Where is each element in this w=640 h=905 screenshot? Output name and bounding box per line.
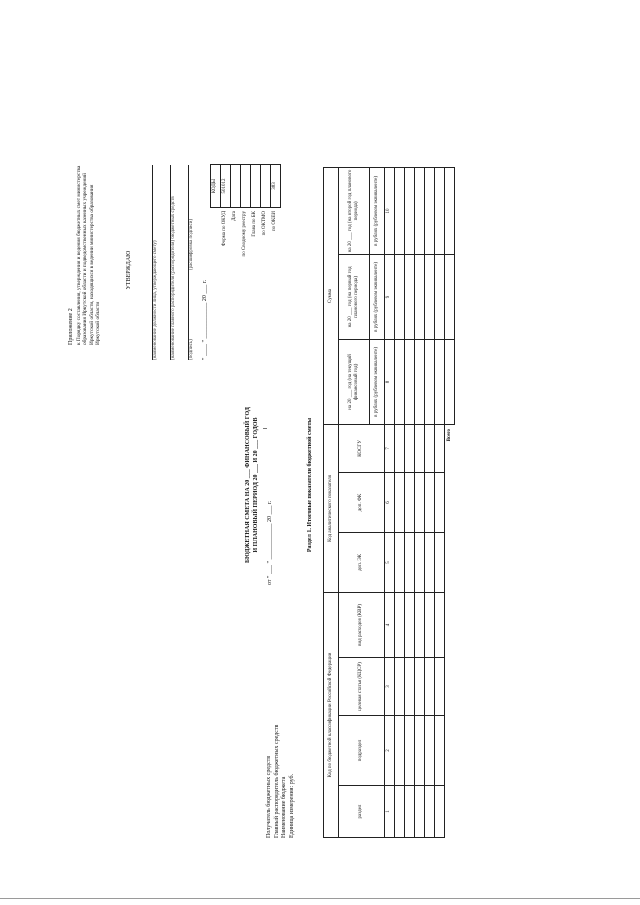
table-col-number: 5 [385, 532, 395, 592]
approve-date: " ____ " ____________ 20 ___ г. [202, 279, 208, 360]
codes-label: по Сводному реестру [242, 211, 248, 257]
rotated-document-sheet [60, 155, 452, 855]
codes-label: Дата [232, 211, 238, 221]
codes-value: 501012 [221, 165, 231, 208]
main-table [323, 167, 455, 838]
table-col-sum1: на 20 ___ год (на текущий финансовый год) [339, 339, 370, 424]
table-group-analytic: Код аналитического показателя [324, 424, 339, 592]
table-unit: в рублях (рублевом эквиваленте) [370, 167, 385, 254]
codes-value [261, 165, 271, 208]
table-group-bk: Код по бюджетной классификации Российской Федерации [324, 592, 339, 837]
table-col-sum3: на 20 ___ год (на второй год планового периода) [339, 167, 370, 254]
table-group-sum: Сумма [324, 167, 339, 424]
approve-caption-org: (наименование главного распорядителя (распорядителя) бюджетных средств [171, 196, 176, 360]
table-col-ek: доп. ЭК [339, 532, 385, 592]
table-unit: в рублях (рублевом эквиваленте) [370, 254, 385, 339]
table-col-number: 10 [385, 167, 395, 254]
approve-title: УТВЕРЖДАЮ [126, 250, 132, 290]
codes-header: КОДЫ [211, 165, 221, 208]
approve-caption-signature: (подпись) [189, 339, 194, 360]
appendix-text: к Порядку составления, утверждения и ведения бюджетных смет министерства образования Иркутской области и подведомственных казенных учреждений Иркутской области, находящихся в ведении министерства образования Иркутской области [75, 165, 102, 345]
codes-value [241, 165, 251, 208]
table-col-number: 7 [385, 424, 395, 472]
table-col-number: 9 [385, 254, 395, 339]
table-col-kvr: вид расходов (КВР) [339, 592, 385, 657]
table-row [435, 167, 445, 837]
table-col-number: 3 [385, 658, 395, 716]
codes-value [231, 165, 241, 208]
table-col-razdel: раздел [339, 786, 385, 838]
table-col-number: 4 [385, 592, 395, 657]
table-row [405, 167, 415, 837]
codes-table [210, 164, 281, 270]
table-col-number: 6 [385, 472, 395, 532]
table-row [425, 167, 435, 837]
recipient-line: Наименование бюджета [281, 776, 287, 838]
table-col-number: 1 [385, 786, 395, 838]
page-bottom-rule [0, 898, 640, 899]
codes-label: Форма по ОКУД [222, 211, 228, 247]
codes-value: 383 [271, 165, 281, 208]
recipient-line: Единица измерения: руб. [288, 773, 295, 838]
table-col-sum2: на 20 ___ год (на первый год планового периода) [339, 254, 370, 339]
document-title-line1: БЮДЖЕТНАЯ СМЕТА НА 20 ___ ФИНАНСОВЫЙ ГОД [245, 407, 251, 563]
table-unit: в рублях (рублевом эквиваленте) [370, 339, 385, 424]
codes-label: по ОКТМО [262, 211, 268, 236]
document-title [245, 365, 260, 605]
table-col-kosgu: КОСГУ [339, 424, 385, 472]
table-col-fk: доп. ФК [339, 472, 385, 532]
approve-caption-position: (наименование должности лица, утверждающего смету) [153, 240, 158, 360]
document-title-line2: И ПЛАНОВЫЙ ПЕРИОД 20 ___ И 20 ___ ГОДОВ [252, 417, 259, 553]
appendix-block [68, 160, 102, 345]
recipients-block [266, 608, 296, 838]
table-total-label: Всего [446, 428, 452, 442]
appendix-title: Приложение 2 [68, 308, 74, 345]
table-col-number: 2 [385, 716, 395, 786]
codes-value [251, 165, 261, 208]
table-row [395, 167, 405, 837]
table-total-row [445, 167, 455, 837]
approve-caption-decode: (расшифровка подписи) [189, 218, 194, 270]
document-date: от " ___ " ____________ 20 ___ г. [267, 500, 273, 585]
recipient-line: Получатель бюджетных средств [266, 755, 272, 838]
table-col-kcsr: целевая статья (КЦСР) [339, 658, 385, 716]
table-col-podrazdel: подраздел [339, 716, 385, 786]
codes-label: Глава по БК [252, 211, 258, 237]
section-title: Раздел 1. Итоговые показатели бюджетной сметы [307, 417, 313, 553]
codes-label: по ОКЕИ [272, 211, 278, 232]
table-col-number: 8 [385, 339, 395, 424]
recipient-line: Главный распорядитель бюджетных средств [273, 724, 280, 838]
table-row [415, 167, 425, 837]
